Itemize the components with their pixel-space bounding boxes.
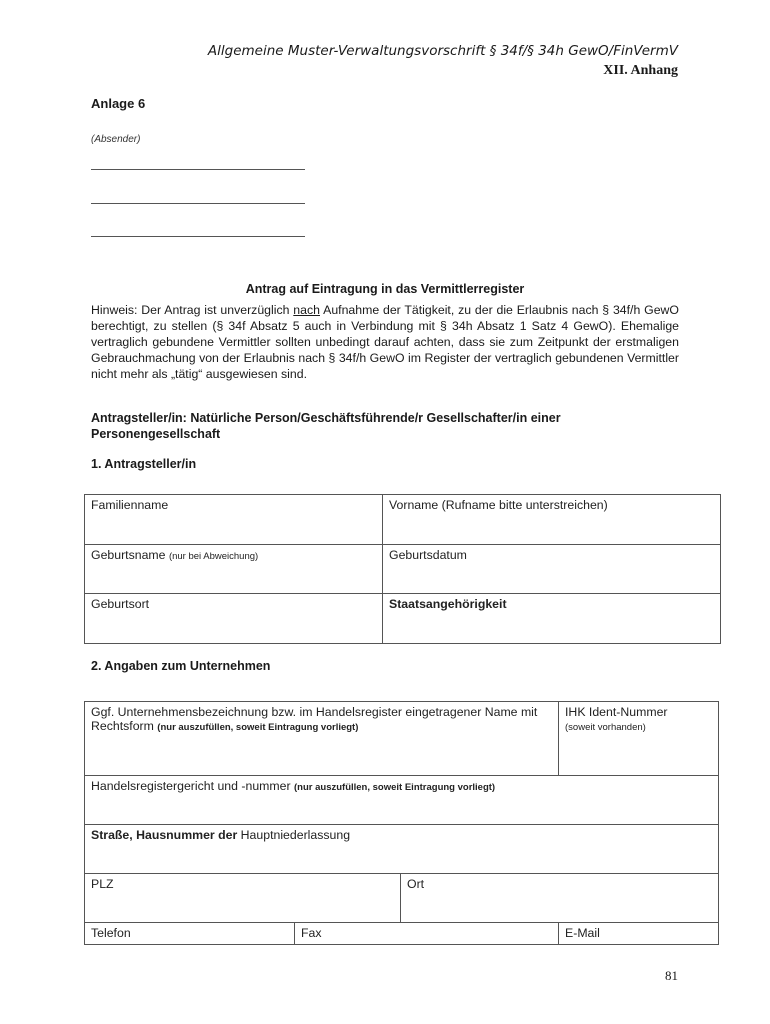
absender-line-2[interactable] <box>91 203 305 204</box>
hinweis-underlined-word: nach <box>293 303 320 317</box>
geburtsname-field[interactable]: Geburtsname (nur bei Abweichung) <box>85 545 383 594</box>
section-2-heading: 2. Angaben zum Unternehmen <box>91 659 271 673</box>
geburtsort-field[interactable]: Geburtsort <box>85 594 383 644</box>
geburtsdatum-field[interactable]: Geburtsdatum <box>383 545 721 594</box>
anlage-label: Anlage 6 <box>91 96 146 111</box>
absender-label: (Absender) <box>91 134 141 145</box>
absender-line-3[interactable] <box>91 236 305 237</box>
header-section: XII. Anhang <box>603 63 678 78</box>
ort-field[interactable]: Ort <box>401 874 719 923</box>
familienname-field[interactable]: Familienname <box>85 495 383 545</box>
telefon-field[interactable]: Telefon <box>85 923 295 945</box>
page-number: 81 <box>665 968 678 983</box>
absender-line-1[interactable] <box>91 169 305 170</box>
form-title: Antrag auf Eintragung in das Vermittlerregister <box>245 282 525 296</box>
plz-field[interactable]: PLZ <box>85 874 401 923</box>
ihk-ident-field[interactable]: IHK Ident-Nummer (soweit vorhanden) <box>559 702 719 776</box>
antragsteller-table <box>84 494 721 644</box>
staatsangehoerigkeit-field[interactable]: Staatsangehörigkeit <box>383 594 721 644</box>
strasse-field[interactable]: Straße, Hausnummer der Hauptniederlassung <box>85 825 719 874</box>
unternehmen-table <box>84 701 719 945</box>
handelsregister-field[interactable]: Handelsregistergericht und -nummer (nur auszufüllen, soweit Eintragung vorliegt) <box>85 776 719 825</box>
fax-field[interactable]: Fax <box>295 923 559 945</box>
antragsteller-heading: Antragsteller/in: Natürliche Person/Geschäftsführende/r Gesellschafter/in einer Personengesellschaft <box>91 411 561 441</box>
section-1-heading: 1. Antragsteller/in <box>91 457 197 471</box>
email-field[interactable]: E-Mail <box>559 923 719 945</box>
header-regulation-title: Allgemeine Muster-Verwaltungsvorschrift § 34f/§ 34h GewO/FinVermV <box>207 43 678 59</box>
unternehmensbezeichnung-field[interactable]: Ggf. Unternehmensbezeichnung bzw. im Handelsregister eingetragener Name mit Rechtsform (nur auszufüllen, soweit Eintragung vorliegt) <box>85 702 559 776</box>
vorname-field[interactable]: Vorname (Rufname bitte unterstreichen) <box>383 495 721 545</box>
hinweis-paragraph: Hinweis: Der Antrag ist unverzüglich nach Aufnahme der Tätigkeit, zu der die Erlaubnis nach § 34f/h GewO berechtigt, zu stellen (§ 34f Absatz 5 auch in Verbindung mit § 34h Absatz 1 Satz 4 GewO). Ehemalige vertraglich gebundene Vermittler sollten unbedingt darauf achten, dass sie zum Zeitpunkt der erstmaligen Gebrauchmachung von der Erlaubnis nach § 34f/h GewO im Register der vertraglich gebundenen Vermittler nicht mehr als „tätig“ ausgewiesen sind. <box>91 303 679 381</box>
